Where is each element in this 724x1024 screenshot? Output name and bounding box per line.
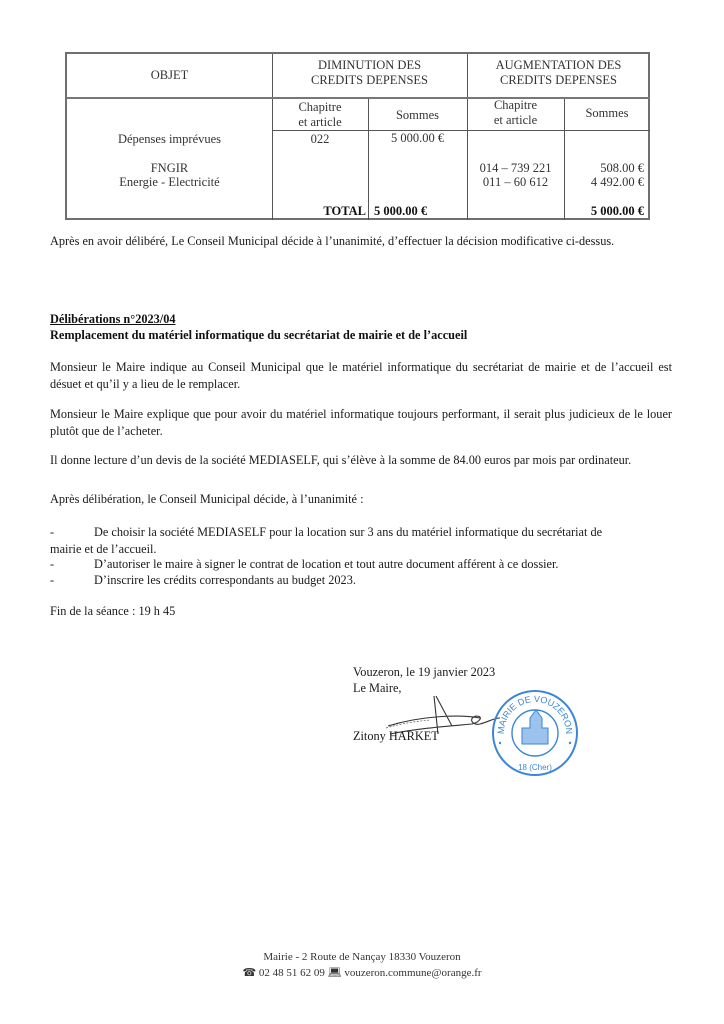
- telephone-icon: ☎: [242, 967, 257, 979]
- stamp-text-top: MAIRIE DE VOUZERON: [495, 693, 575, 735]
- header-augmentation-line2: CREDITS DEPENSES: [499, 73, 618, 87]
- footer-contact: [0, 966, 724, 979]
- after-table-text: Après en avoir délibéré, Le Conseil Municipal décide à l’unanimité, d’effectuer la décision modificative ci-dessus.: [50, 234, 615, 248]
- header-augmentation-line1: AUGMENTATION DES: [495, 58, 622, 72]
- row-objet: Dépenses imprévues: [117, 132, 222, 146]
- row-aug-chapitre: 014 – 739 221: [479, 161, 552, 175]
- header-diminution: [272, 58, 467, 88]
- deliberation-title: Remplacement du matériel informatique du secrétariat de mairie et de l’accueil: [50, 328, 468, 342]
- row-aug-somme: 4 492.00 €: [590, 175, 644, 189]
- footer-address: Mairie - 2 Route de Nançay 18330 Vouzeron: [263, 951, 461, 963]
- paragraph: Il donne lecture d’un devis de la société MEDIASELF, qui s’élève à la somme de 84.00 euros par mois par ordinateur.: [50, 453, 632, 467]
- subheader-aug-chapitre: [467, 98, 564, 128]
- paragraph: Monsieur le Maire explique que pour avoir du matériel informatique toujours performant, il serait plus judicieux de le louer plutôt que de l’acheter.: [50, 407, 672, 438]
- subheader-line: Chapitre: [298, 100, 342, 114]
- decision-item: D’autoriser le maire à signer le contrat de location et tout autre document afférent à ce dossier.: [94, 557, 559, 571]
- paragraph: Monsieur le Maire indique au Conseil Municipal que le matériel informatique du secrétariat de mairie et de l’accueil est désuet et qu’il y a lieu de le remplacer.: [50, 360, 672, 391]
- total-diminution: 5 000.00 €: [374, 204, 428, 218]
- decision-dash: -: [50, 573, 55, 587]
- decision-item: D’inscrire les crédits correspondants au budget 2023.: [94, 573, 356, 587]
- row-dim-somme: 5 000.00 €: [390, 131, 445, 145]
- row-objet: Energie - Electricité: [119, 175, 220, 189]
- stamp-text-bottom: 18 (Cher): [518, 763, 552, 772]
- place-date: Vouzeron, le 19 janvier 2023: [353, 665, 496, 679]
- header-augmentation: [467, 58, 650, 88]
- footer-email[interactable]: vouzeron.commune@orange.fr: [344, 967, 482, 979]
- signatory-name: Zitony HARKET: [353, 729, 439, 743]
- row-objet: FNGIR: [150, 161, 189, 175]
- subheader-line: Chapitre: [493, 98, 538, 112]
- row-aug-somme: 508.00 €: [600, 161, 644, 175]
- paragraph: Après délibération, le Conseil Municipal décide, à l’unanimité :: [50, 492, 364, 506]
- signatory-role: Le Maire,: [353, 681, 402, 695]
- total-label: TOTAL: [323, 204, 366, 218]
- footer-phone: 02 48 51 62 09: [258, 967, 325, 979]
- budget-table: [65, 52, 650, 220]
- total-augmentation: 5 000.00 €: [590, 204, 644, 218]
- decision-item-continued: mairie et de l’accueil.: [50, 542, 157, 556]
- subheader-dim-chapitre: [272, 100, 368, 130]
- row-aug-chapitre: 011 – 60 612: [482, 175, 549, 189]
- header-diminution-line1: DIMINUTION DES: [317, 58, 422, 72]
- deliberation-number: Délibérations n°2023/04: [50, 312, 176, 326]
- end-of-session: Fin de la séance : 19 h 45: [50, 604, 176, 618]
- decision-dash: -: [50, 525, 55, 539]
- header-objet: OBJET: [150, 68, 189, 82]
- row-dim-chapitre: 022: [310, 132, 330, 146]
- stamp-dot: [569, 742, 571, 744]
- subheader-line: et article: [493, 113, 538, 127]
- decision-dash: -: [50, 557, 55, 571]
- header-diminution-line2: CREDITS DEPENSES: [310, 73, 429, 87]
- subheader-line: et article: [298, 115, 342, 129]
- subheader-dim-sommes: Sommes: [395, 108, 440, 122]
- computer-icon: 💻︎: [327, 967, 342, 979]
- decision-item: De choisir la société MEDIASELF pour la location sur 3 ans du matériel informatique du secrétariat de: [94, 525, 603, 539]
- subheader-aug-sommes: Sommes: [585, 106, 629, 120]
